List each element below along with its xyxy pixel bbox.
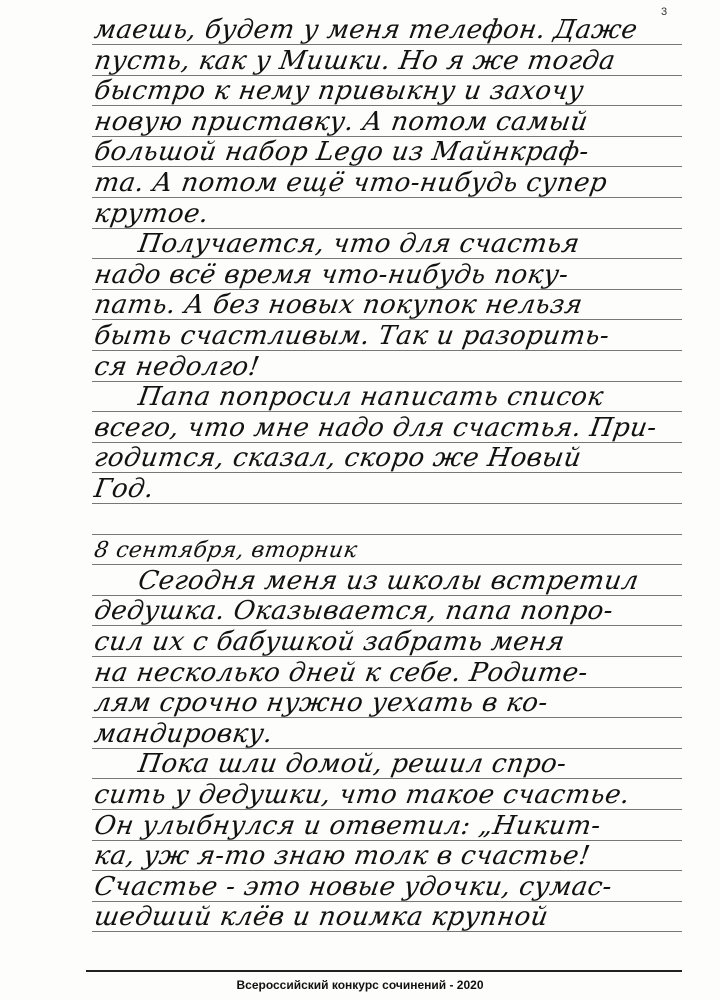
- handwritten-line: ся недолго!: [92, 352, 262, 382]
- handwritten-line: пать. А без новых покупок нельзя: [92, 290, 585, 320]
- handwritten-line: Пока шли домой, решил спро-: [136, 749, 569, 779]
- handwritten-line: большой набор Lego из Майнкраф-: [92, 137, 592, 167]
- handwritten-line: Сегодня меня из школы встретил: [136, 566, 641, 596]
- handwritten-line: сить у дедушки, что такое счастье.: [92, 780, 633, 810]
- handwritten-line: дедушка. Оказывается, папа попро-: [92, 596, 616, 626]
- handwritten-line: ка, уж я-то знаю толк в счастье!: [92, 841, 593, 871]
- handwritten-line: надо всё время что-нибудь поку-: [92, 260, 571, 290]
- diary-date-line: 8 сентября, вторник: [92, 538, 360, 563]
- footer-text: Всероссийский конкурс сочинений - 2020: [236, 978, 484, 992]
- handwritten-line: шедший клёв и поимка крупной: [92, 902, 551, 932]
- page-number: 3: [661, 6, 668, 18]
- handwritten-line: быстро к нему привыкну и захочу: [92, 76, 587, 106]
- handwritten-line: Получается, что для счастья: [136, 229, 582, 259]
- handwritten-line: крутое.: [92, 199, 211, 229]
- handwritten-line: быть счастливым. Так и разорить-: [92, 321, 612, 351]
- handwritten-line: та. А потом ещё что-нибудь супер: [92, 168, 610, 198]
- handwritten-line: пусть, как у Мишки. Но я же тогда: [92, 46, 618, 76]
- handwritten-line: Он улыбнулся и ответил: „Никит-: [92, 811, 603, 841]
- handwritten-line: мандировку.: [92, 719, 276, 749]
- handwritten-line: новую приставку. А потом самый: [92, 107, 591, 137]
- handwritten-line: лям срочно нужно уехать в ко-: [92, 688, 551, 718]
- footer-rule: [86, 970, 682, 972]
- handwritten-line: [92, 505, 687, 536]
- handwritten-line: Счастье - это новые удочки, сумас-: [92, 872, 615, 902]
- handwritten-line: Год.: [92, 474, 157, 504]
- handwritten-line: годится, сказал, скоро же Новый: [92, 443, 584, 473]
- handwritten-line: всего, что мне надо для счастья. При-: [92, 413, 659, 443]
- handwritten-line: сил их с бабушкой забрать меня: [92, 627, 567, 657]
- handwritten-line: маешь, будет у меня телефон. Даже: [92, 15, 640, 45]
- handwritten-line: Папа попросил написать список: [136, 382, 606, 412]
- handwritten-line: на несколько дней к себе. Родите-: [92, 658, 591, 688]
